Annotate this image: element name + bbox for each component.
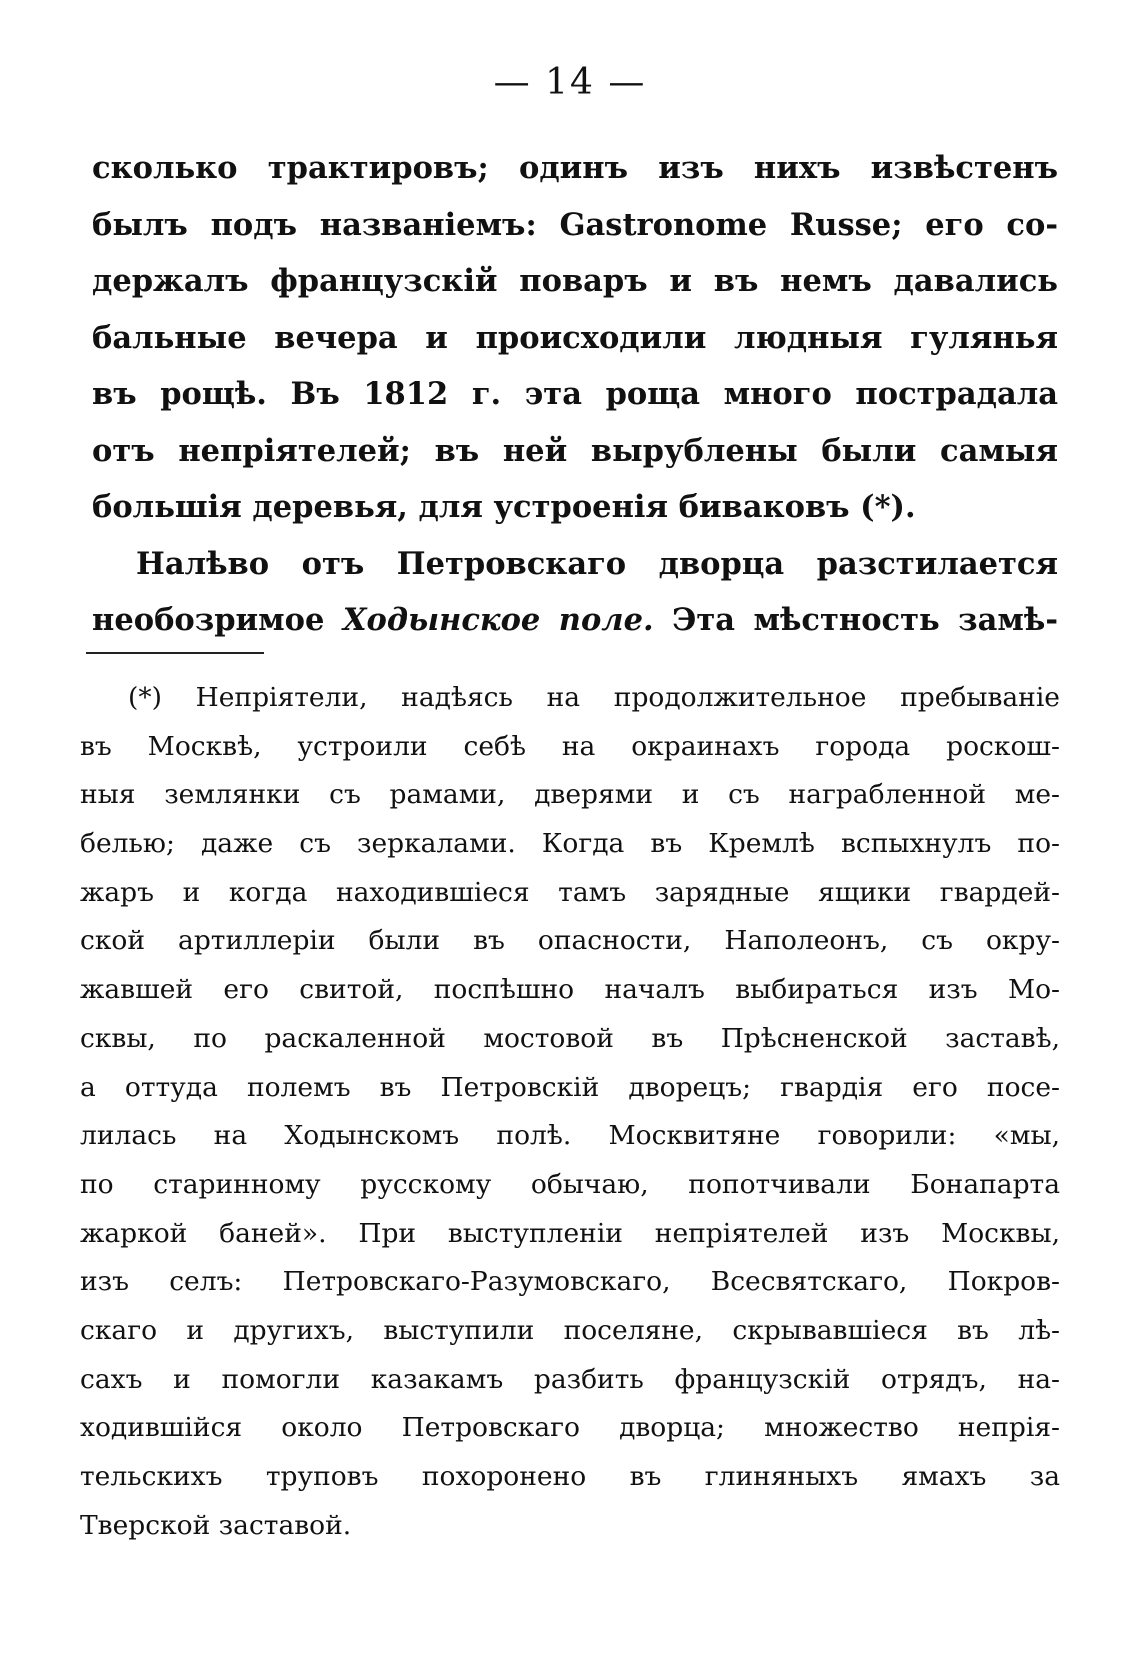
text-line: въ рощѣ. Въ 1812 г. эта роща много пострадала (92, 376, 1058, 412)
text-line: сколько трактировъ; одинъ изъ нихъ извѣстенъ (92, 150, 1058, 186)
text-segment: необозримое (92, 602, 343, 638)
text-line: былъ подъ названіемъ: Gastronome Russe; его со- (92, 206, 1058, 243)
footnote-line: сквы, по раскаленной мостовой въ Прѣсненской заставѣ, (80, 1022, 1060, 1054)
footnote-line: скаго и другихъ, выступили поселяне, скрывавшіеся въ лѣ- (80, 1314, 1060, 1346)
footnote-line: изъ селъ: Петровскаго-Разумовскаго, Всесвятскаго, Покров- (80, 1266, 1060, 1298)
footnote-line: лилась на Ходынскомъ полѣ. Москвитяне говорили: «мы, (80, 1120, 1060, 1152)
text-line: держалъ французскій поваръ и въ немъ давались (92, 263, 1058, 299)
paragraph-start-line: Налѣво отъ Петровскаго дворца разстилается (136, 545, 1058, 582)
text-segment: Эта мѣстность замѣ- (653, 602, 1058, 638)
page-number: — 14 — (493, 62, 647, 103)
footnote-line: Тверской заставой. (80, 1509, 352, 1541)
footnote-line: сахъ и помогли казакамъ разбить французскій отрядъ, на- (80, 1363, 1060, 1395)
footnote-line: белью; даже съ зеркалами. Когда въ Кремлѣ вспыхнулъ по- (80, 828, 1060, 860)
footnote-line: ходившійся около Петровскаго дворца; множество непрія- (80, 1412, 1060, 1444)
footnote-line: по старинному русскому обычаю, попотчивали Бонапарта (80, 1168, 1060, 1200)
text-line: бальные вечера и происходили людныя гулянья (92, 319, 1058, 356)
footnote-line: въ Москвѣ, устроили себѣ на окраинахъ города роскош- (80, 730, 1060, 762)
footnote-line: ской артиллеріи были въ опасности, Наполеонъ, съ окру- (80, 925, 1060, 957)
footnote-separator (86, 652, 264, 654)
text-line: отъ непріятелей; въ ней вырублены были самыя (92, 432, 1058, 469)
text-line: большія деревья, для устроенія биваковъ (*). (92, 489, 916, 525)
footnote (80, 674, 1060, 1550)
footnote-line: (*) Непріятели, надѣясь на продолжительное пребываніе (128, 682, 1060, 713)
footnote-line: жаръ и когда находившіеся тамъ зарядные ящики гвардей- (80, 876, 1060, 908)
italic-place-name: Ходынское поле. (342, 602, 654, 638)
footnote-line: тельскихъ труповъ похоронено въ глиняныхъ ямахъ за (80, 1461, 1060, 1492)
footnote-line: жаркой баней». При выступленіи непріятелей изъ Москвы, (80, 1217, 1060, 1249)
main-text (92, 140, 1058, 649)
text-line-with-italic (92, 592, 1058, 649)
footnote-line: ныя землянки съ рамами, дверями и съ награбленной ме- (80, 779, 1060, 811)
footnote-line: жавшей его свитой, поспѣшно началъ выбираться изъ Мо- (80, 974, 1060, 1006)
footnote-line: а оттуда полемъ въ Петровскій дворецъ; гвардія его посе- (80, 1071, 1060, 1103)
